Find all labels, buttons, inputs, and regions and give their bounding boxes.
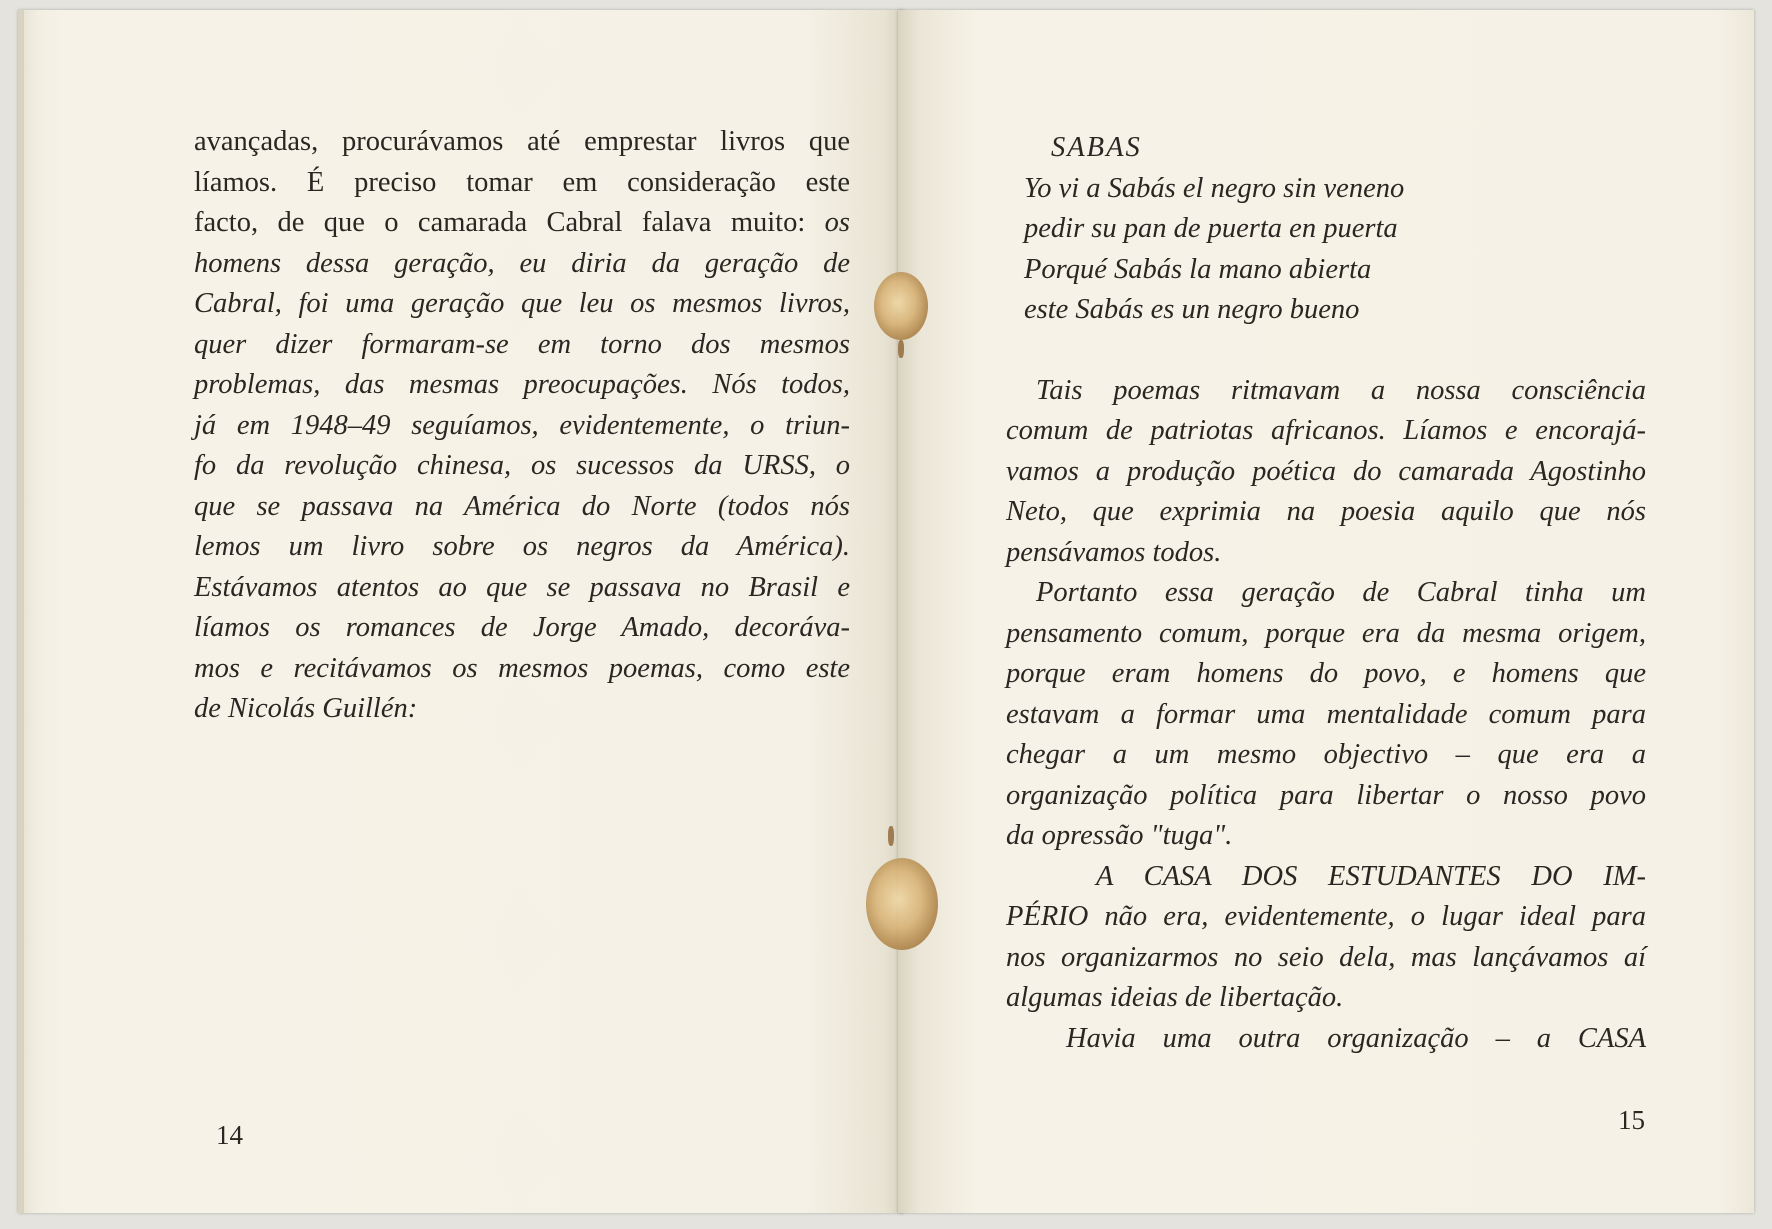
para-line-10: chegar a um mesmo objectivo – que era a bbox=[1006, 739, 1646, 770]
left-line-3-roman: facto, de que o camarada Cabral falava muito: bbox=[194, 207, 806, 238]
left-line-4: homens dessa geração, eu diria da geração de bbox=[194, 247, 850, 279]
para-line-6: Portanto essa geração de Cabral tinha um bbox=[1036, 577, 1646, 608]
para-line-11: organização política para libertar o nosso povo bbox=[1006, 779, 1646, 811]
para-line-3: vamos a produção poética do camarada Agostinho bbox=[1006, 455, 1646, 487]
left-line-9: fo da revolução chinesa, os sucessos da URSS, o bbox=[194, 450, 850, 481]
para-line-5: pensávamos todos. bbox=[1006, 536, 1222, 568]
left-line-12: Estávamos atentos ao que se passava no Brasil e bbox=[194, 571, 850, 603]
para-line-15: nos organizarmos no seio dela, mas lançávamos aí bbox=[1006, 941, 1646, 973]
stain-drip-bottom bbox=[888, 826, 894, 846]
para-line-12: da opressão "tuga". bbox=[1006, 820, 1233, 851]
stain-top bbox=[874, 272, 928, 340]
left-line-3-italic: os bbox=[824, 207, 850, 238]
para-line-7: pensamento comum, porque era da mesma origem, bbox=[1006, 617, 1646, 649]
left-page-text bbox=[194, 122, 850, 730]
poem-line-2: pedir su pan de puerta en puerta bbox=[1024, 213, 1398, 244]
left-line-10: que se passava na América do Norte (todos nós bbox=[194, 490, 850, 522]
stain-drip-top bbox=[898, 340, 904, 358]
para-line-14: PÉRIO não era, evidentemente, o lugar ideal para bbox=[1006, 901, 1646, 932]
left-line-11: lemos um livro sobre os negros da América). bbox=[194, 531, 850, 562]
right-page bbox=[898, 10, 1754, 1213]
poem-line-3: Porqué Sabás la mano abierta bbox=[1024, 253, 1372, 285]
poem-line-1: Yo vi a Sabás el negro sin veneno bbox=[1024, 172, 1405, 204]
page-number-right: 15 bbox=[1618, 1105, 1645, 1135]
para-line-4: Neto, que exprimia na poesia aquilo que nós bbox=[1006, 496, 1646, 527]
poem-title: SABAS bbox=[1051, 132, 1142, 163]
page-number-left: 14 bbox=[216, 1120, 243, 1150]
poem-line-4: este Sabás es un negro bueno bbox=[1024, 294, 1360, 325]
left-line-14: mos e recitávamos os mesmos poemas, como este bbox=[194, 652, 850, 684]
left-line-2: líamos. É preciso tomar em consideração este bbox=[194, 166, 850, 198]
stain-bottom bbox=[866, 858, 938, 950]
para-line-13: A CASA DOS ESTUDANTES DO IM- bbox=[1096, 860, 1646, 892]
left-line-5: Cabral, foi uma geração que leu os mesmos livros, bbox=[194, 288, 850, 319]
left-line-6: quer dizer formaram-se em torno dos mesmos bbox=[194, 328, 850, 360]
left-page bbox=[18, 10, 904, 1213]
para-line-17: Havia uma outra organização – a CASA bbox=[1066, 1022, 1646, 1054]
para-line-2: comum de patriotas africanos. Líamos e encorajá- bbox=[1006, 415, 1646, 446]
left-line-8: já em 1948–49 seguíamos, evidentemente, o triun- bbox=[194, 409, 850, 441]
left-line-13: líamos os romances de Jorge Amado, decoráva- bbox=[194, 612, 850, 643]
para-line-9: estavam a formar uma mentalidade comum para bbox=[1006, 698, 1646, 730]
open-book bbox=[18, 10, 1754, 1213]
left-line-15: de Nicolás Guillén: bbox=[194, 693, 418, 724]
right-page-text bbox=[1006, 128, 1646, 1059]
left-line-7: problemas, das mesmas preocupações. Nós todos, bbox=[194, 369, 850, 400]
left-line-3 bbox=[194, 203, 850, 244]
left-line-1: avançadas, procurávamos até emprestar livros que bbox=[194, 126, 850, 157]
para-line-1: Tais poemas ritmavam a nossa consciência bbox=[1036, 374, 1646, 406]
para-line-16: algumas ideias de libertação. bbox=[1006, 982, 1344, 1013]
para-line-8: porque eram homens do povo, e homens que bbox=[1006, 658, 1646, 689]
blank-line bbox=[1006, 331, 1646, 371]
